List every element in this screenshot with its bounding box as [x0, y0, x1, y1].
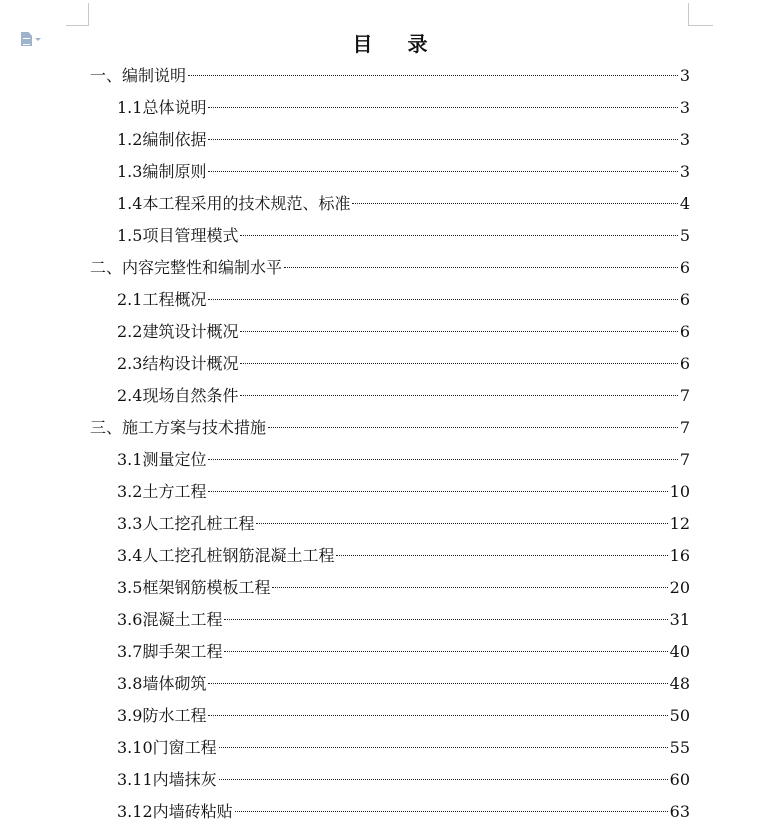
toc-entry-number: 3.10: [117, 738, 153, 757]
toc-entry[interactable]: [117, 188, 690, 220]
toc-entry[interactable]: [117, 92, 690, 124]
toc-entry-number: 3.3: [117, 514, 143, 533]
toc-entry[interactable]: [117, 636, 690, 668]
toc-entry-number: 1.3: [117, 162, 143, 181]
toc-dot-leader: [240, 235, 677, 236]
toc-entry-number: 3.2: [117, 482, 143, 501]
toc-entry-label: 门窗工程: [152, 738, 217, 757]
toc-entry[interactable]: [90, 252, 690, 284]
toc-entry-number: 3.5: [117, 578, 143, 597]
toc-entry[interactable]: [117, 732, 690, 764]
toc-entry[interactable]: [117, 284, 690, 316]
toc-entry[interactable]: [117, 316, 690, 348]
toc-entry-label: 防水工程: [142, 706, 207, 725]
toc-dot-leader: [352, 203, 677, 204]
toc-entry-page-number: 3: [679, 98, 690, 117]
toc-dot-leader: [235, 811, 668, 812]
toc-entry[interactable]: [117, 604, 690, 636]
toc-entry[interactable]: [117, 124, 690, 156]
toc-entry-label: 项目管理模式: [142, 226, 239, 245]
toc-entry-label: 内墙抹灰: [152, 770, 217, 789]
toc-dot-leader: [208, 715, 667, 716]
toc-entry-number: 三、: [90, 418, 123, 437]
toc-entry-page-number: 3: [679, 162, 690, 181]
toc-entry[interactable]: [117, 220, 690, 252]
toc-entry-page-number: 55: [669, 738, 690, 757]
toc-entry-page-number: 12: [669, 514, 690, 533]
toc-entry-number: 3.9: [117, 706, 143, 725]
toc-entry-page-number: 16: [669, 546, 690, 565]
toc-dot-leader: [208, 491, 667, 492]
toc-entry-page-number: 5: [679, 226, 690, 245]
toc-entry-number: 1.4: [117, 194, 143, 213]
toc-entry[interactable]: [90, 412, 690, 444]
toc-dot-leader: [336, 555, 667, 556]
toc-entry-label: 土方工程: [142, 482, 207, 501]
toc-dot-leader: [208, 171, 677, 172]
toc-entry-label: 人工挖孔桩钢筋混凝土工程: [142, 546, 335, 565]
toc-entry-label: 脚手架工程: [142, 642, 223, 661]
toc-entry[interactable]: [117, 444, 690, 476]
toc-dot-leader: [268, 427, 678, 428]
toc-entry-number: 3.11: [117, 770, 153, 789]
toc-dot-leader: [208, 459, 677, 460]
toc-entry-number: 1.2: [117, 130, 143, 149]
toc-entry-number: 3.1: [117, 450, 143, 469]
toc-dot-leader: [240, 331, 677, 332]
toc-entry-number: 3.4: [117, 546, 143, 565]
toc-dot-leader: [256, 523, 667, 524]
toc-entry[interactable]: [117, 508, 690, 540]
toc-entry-label: 混凝土工程: [142, 610, 223, 629]
toc-entry[interactable]: [117, 476, 690, 508]
toc-entry-number: 2.3: [117, 354, 143, 373]
toc-entry-number: 1.1: [117, 98, 143, 117]
toc-entry-number: 一、: [90, 66, 123, 85]
toc-entry-page-number: 6: [679, 290, 690, 309]
toc-entry-page-number: 50: [669, 706, 690, 725]
toc-dot-leader: [188, 75, 678, 76]
toc-entry-number: 3.6: [117, 610, 143, 629]
toc-entry[interactable]: [117, 380, 690, 412]
toc-entry-number: 2.4: [117, 386, 143, 405]
page-corner-mark-top-left: [66, 3, 89, 26]
toc-entry[interactable]: [117, 156, 690, 188]
page-corner-mark-top-right: [688, 3, 713, 26]
toc-entry-page-number: 7: [679, 386, 690, 405]
toc-entry-label: 内墙砖粘贴: [152, 802, 233, 821]
toc-entry[interactable]: [90, 60, 690, 92]
toc-title: 目 录: [352, 32, 442, 56]
toc-entry-page-number: 63: [669, 802, 690, 821]
toc-entry[interactable]: [117, 796, 690, 828]
toc-entry[interactable]: [117, 572, 690, 604]
toc-entry-page-number: 3: [679, 66, 690, 85]
toc-entry-page-number: 6: [679, 258, 690, 277]
toc-entry-page-number: 60: [669, 770, 690, 789]
toc-entry[interactable]: [117, 668, 690, 700]
toc-dot-leader: [284, 267, 678, 268]
toc-entry[interactable]: [117, 764, 690, 796]
toc-dot-leader: [224, 619, 667, 620]
toc-entry-label: 墙体砌筑: [142, 674, 207, 693]
toc-entry-page-number: 40: [669, 642, 690, 661]
toc-entry-label: 施工方案与技术措施: [122, 418, 267, 437]
toc-entry-label: 结构设计概况: [142, 354, 239, 373]
toc-entry-page-number: 10: [669, 482, 690, 501]
toc-entry-label: 现场自然条件: [142, 386, 239, 405]
toc-dot-leader: [208, 299, 677, 300]
toc-dot-leader: [219, 779, 668, 780]
toc-dot-leader: [208, 139, 677, 140]
toc-entry-label: 编制依据: [142, 130, 207, 149]
toc-dot-leader: [272, 587, 667, 588]
toc-entry-label: 总体说明: [142, 98, 207, 117]
toc-entry-page-number: 7: [679, 418, 690, 437]
toc-dot-leader: [219, 747, 668, 748]
toc-entry-number: 二、: [90, 258, 123, 277]
toc-entry-number: 3.12: [117, 802, 153, 821]
toc-entry-label: 建筑设计概况: [142, 322, 239, 341]
toc-entry-number: 2.2: [117, 322, 143, 341]
toc-entry-page-number: 4: [679, 194, 690, 213]
toc-entry-page-number: 20: [669, 578, 690, 597]
toc-entry-page-number: 31: [669, 610, 690, 629]
toc-entry-label: 编制原则: [142, 162, 207, 181]
toc-entry-page-number: 3: [679, 130, 690, 149]
toc-entry-label: 本工程采用的技术规范、标准: [142, 194, 351, 213]
toc-entry-page-number: 6: [679, 322, 690, 341]
toc-entry-number: 2.1: [117, 290, 143, 309]
toc-entry-page-number: 6: [679, 354, 690, 373]
toc-entry-number: 1.5: [117, 226, 143, 245]
toc-entry-number: 3.8: [117, 674, 143, 693]
toc-entry-page-number: 48: [669, 674, 690, 693]
toc-dot-leader: [208, 683, 667, 684]
toc-dot-leader: [240, 395, 677, 396]
toc-entry-label: 测量定位: [142, 450, 207, 469]
toc-entry-label: 编制说明: [122, 66, 187, 85]
toc-entry-label: 内容完整性和编制水平: [122, 258, 283, 277]
toc-entry[interactable]: [117, 700, 690, 732]
toc-entry-label: 人工挖孔桩工程: [142, 514, 255, 533]
toc-entry[interactable]: [117, 348, 690, 380]
toc-entry[interactable]: [117, 540, 690, 572]
toc-entry-label: 框架钢筋模板工程: [142, 578, 271, 597]
toc-entry-page-number: 7: [679, 450, 690, 469]
toc-dot-leader: [208, 107, 677, 108]
toc-dot-leader: [240, 363, 677, 364]
toc-entry-label: 工程概况: [142, 290, 207, 309]
toc-entry-number: 3.7: [117, 642, 143, 661]
toc-dot-leader: [224, 651, 667, 652]
